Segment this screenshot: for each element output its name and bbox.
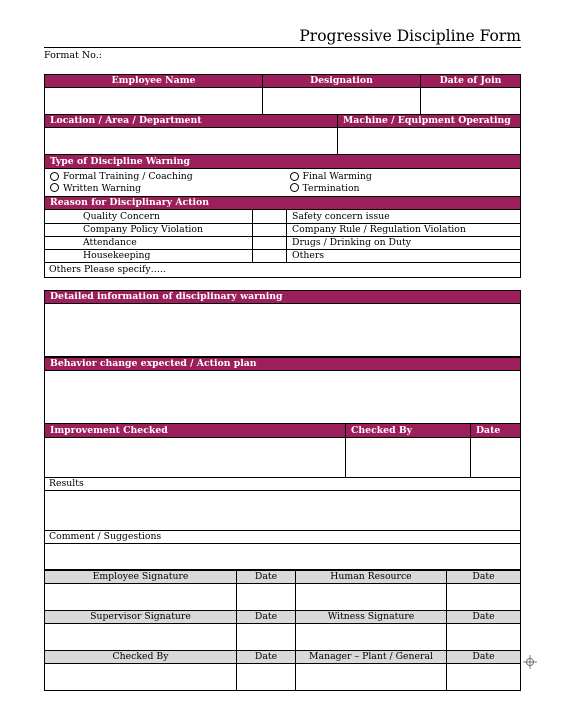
checked-by-header: Checked By	[346, 424, 471, 438]
others-specify[interactable]: Others Please specify…..	[45, 263, 521, 278]
results-label: Results	[45, 478, 521, 491]
employee-table	[44, 74, 521, 115]
results-field[interactable]	[45, 491, 521, 531]
location-table	[44, 114, 521, 155]
radio-icon[interactable]	[290, 172, 299, 181]
date-field[interactable]	[237, 624, 296, 651]
date-header: Date	[237, 611, 296, 624]
date-field[interactable]	[447, 664, 521, 691]
reason-policy-violation: Company Policy Violation	[45, 224, 253, 237]
comment-table	[44, 530, 521, 570]
date-header: Date	[447, 611, 521, 624]
improvement-date-header: Date	[471, 424, 521, 438]
improvement-field[interactable]	[45, 438, 346, 478]
date-of-join-header: Date of Join	[421, 75, 521, 88]
designation-field[interactable]	[263, 88, 421, 115]
behavior-field[interactable]	[45, 371, 521, 424]
reason-quality-concern: Quality Concern	[45, 210, 253, 224]
reason-checkbox[interactable]	[253, 237, 287, 250]
title-rule	[44, 47, 521, 48]
checked-by-signature-field[interactable]	[45, 664, 237, 691]
date-field[interactable]	[447, 584, 521, 611]
designation-header: Designation	[263, 75, 421, 88]
detailed-info-field[interactable]	[45, 304, 521, 357]
reason-housekeeping: Housekeeping	[45, 250, 253, 263]
option-final-warning[interactable]: Final Warming	[285, 169, 521, 183]
results-table	[44, 477, 521, 531]
detailed-info-table	[44, 290, 521, 357]
reason-safety-concern: Safety concern issue	[287, 210, 521, 224]
reason-attendance: Attendance	[45, 237, 253, 250]
improvement-date-field[interactable]	[471, 438, 521, 478]
improvement-table	[44, 423, 521, 478]
reason-rule-violation: Company Rule / Regulation Violation	[287, 224, 521, 237]
reason-others: Others	[287, 250, 521, 263]
crosshair-icon	[523, 655, 537, 669]
date-field[interactable]	[237, 664, 296, 691]
behavior-header: Behavior change expected / Action plan	[45, 358, 521, 371]
format-number-label: Format No.:	[44, 50, 102, 61]
warning-type-table	[44, 154, 521, 197]
option-termination[interactable]: Termination	[285, 183, 521, 197]
employee-signature-field[interactable]	[45, 584, 237, 611]
date-header: Date	[447, 651, 521, 664]
comment-field[interactable]	[45, 544, 521, 570]
location-field[interactable]	[45, 128, 338, 155]
checked-by-signature-header: Checked By	[45, 651, 237, 664]
reason-drugs-drinking: Drugs / Drinking on Duty	[287, 237, 521, 250]
machine-header: Machine / Equipment Operating	[338, 115, 521, 128]
witness-signature-field[interactable]	[296, 624, 447, 651]
supervisor-signature-header: Supervisor Signature	[45, 611, 237, 624]
human-resource-header: Human Resource	[296, 571, 447, 584]
radio-icon[interactable]	[50, 183, 59, 192]
detailed-info-header: Detailed information of disciplinary warning	[45, 291, 521, 304]
option-written-warning[interactable]: Written Warning	[45, 183, 285, 197]
employee-name-field[interactable]	[45, 88, 263, 115]
date-header: Date	[237, 571, 296, 584]
employee-signature-header: Employee Signature	[45, 571, 237, 584]
date-of-join-field[interactable]	[421, 88, 521, 115]
date-field[interactable]	[447, 624, 521, 651]
warning-type-header: Type of Discipline Warning	[45, 155, 521, 169]
date-field[interactable]	[237, 584, 296, 611]
manager-field[interactable]	[296, 664, 447, 691]
machine-field[interactable]	[338, 128, 521, 155]
supervisor-signature-field[interactable]	[45, 624, 237, 651]
reason-checkbox[interactable]	[253, 250, 287, 263]
reason-table	[44, 196, 521, 278]
manager-header: Manager – Plant / General	[296, 651, 447, 664]
date-header: Date	[237, 651, 296, 664]
reason-checkbox[interactable]	[253, 210, 287, 224]
witness-signature-header: Witness Signature	[296, 611, 447, 624]
behavior-table	[44, 357, 521, 424]
reason-checkbox[interactable]	[253, 224, 287, 237]
radio-icon[interactable]	[50, 172, 59, 181]
comment-label: Comment / Suggestions	[45, 531, 521, 544]
improvement-header: Improvement Checked	[45, 424, 346, 438]
human-resource-field[interactable]	[296, 584, 447, 611]
signature-table	[44, 570, 521, 691]
location-header: Location / Area / Department	[45, 115, 338, 128]
form-title: Progressive Discipline Form	[299, 27, 521, 45]
date-header: Date	[447, 571, 521, 584]
employee-name-header: Employee Name	[45, 75, 263, 88]
reason-header: Reason for Disciplinary Action	[45, 197, 521, 210]
radio-icon[interactable]	[290, 183, 299, 192]
option-formal-training[interactable]: Formal Training / Coaching	[45, 169, 285, 183]
checked-by-field[interactable]	[346, 438, 471, 478]
